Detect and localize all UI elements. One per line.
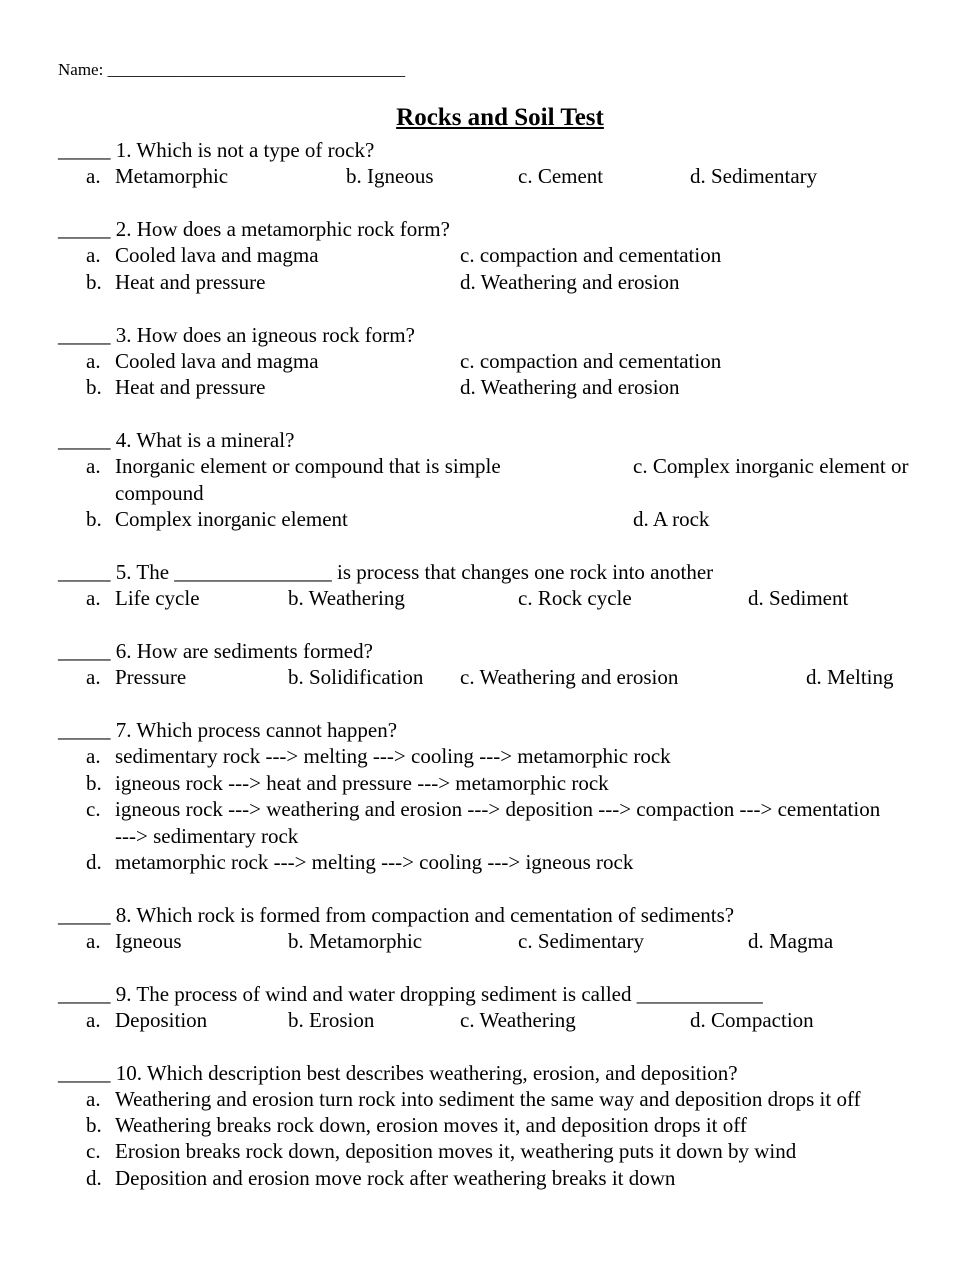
option-text: Heat and pressure: [115, 270, 266, 294]
option-text: c. Complex inorganic element or: [633, 454, 909, 478]
option-text: d. Weathering and erosion: [460, 270, 680, 294]
question-1: _____ 1. Which is not a type of rock?: [58, 138, 375, 162]
option-letter: a.: [86, 349, 101, 373]
option-text: igneous rock ---> weathering and erosion ---> deposition ---> compaction ---> cementation: [115, 797, 881, 821]
option-text: b. Metamorphic: [288, 929, 423, 953]
question-10: _____ 10. Which description best describes weathering, erosion, and deposition?: [58, 1061, 738, 1085]
option-text: c. Cement: [518, 164, 604, 188]
option-letter: a.: [86, 929, 101, 953]
option-text: Inorganic element or compound that is simple: [115, 454, 501, 478]
option-text: c. Rock cycle: [518, 586, 632, 610]
option-letter: b.: [86, 771, 102, 795]
option-text: Deposition: [115, 1008, 208, 1032]
option-text: sedimentary rock ---> melting ---> cooling ---> metamorphic rock: [115, 744, 671, 768]
option-letter: b.: [86, 270, 102, 294]
option-text: c. Sedimentary: [518, 929, 644, 953]
option-text: ---> sedimentary rock: [115, 824, 299, 848]
option-letter: a.: [86, 1087, 101, 1111]
option-text: Pressure: [115, 665, 187, 689]
question-5: _____ 5. The _______________ is process that changes one rock into another: [58, 560, 714, 584]
option-text: d. Sedimentary: [690, 164, 818, 188]
question-2: _____ 2. How does a metamorphic rock form?: [58, 217, 450, 241]
option-text: b. Weathering: [288, 586, 405, 610]
option-text: Erosion breaks rock down, deposition moves it, weathering puts it down by wind: [115, 1139, 797, 1163]
option-text: Cooled lava and magma: [115, 243, 319, 267]
option-letter: d.: [86, 1166, 102, 1190]
option-text: d. Melting: [806, 665, 894, 689]
page-title: Rocks and Soil Test: [396, 104, 604, 131]
option-text: d. Magma: [748, 929, 834, 953]
question-8: _____ 8. Which rock is formed from compaction and cementation of sediments?: [58, 903, 735, 927]
option-text: Life cycle: [115, 586, 200, 610]
question-9: _____ 9. The process of wind and water dropping sediment is called ____________: [58, 982, 763, 1006]
option-text: d. Weathering and erosion: [460, 375, 680, 399]
option-letter: c.: [86, 1139, 101, 1163]
option-text: c. compaction and cementation: [460, 349, 722, 373]
option-text: d. Sediment: [748, 586, 849, 610]
option-letter: a.: [86, 744, 101, 768]
option-text: Metamorphic: [115, 164, 229, 188]
option-text: c. compaction and cementation: [460, 243, 722, 267]
option-letter: b.: [86, 375, 102, 399]
option-text: Weathering breaks rock down, erosion moves it, and deposition drops it off: [115, 1113, 747, 1137]
option-text: d. A rock: [633, 507, 710, 531]
option-text: Heat and pressure: [115, 375, 266, 399]
option-text: metamorphic rock ---> melting ---> cooling ---> igneous rock: [115, 850, 634, 874]
option-letter: a.: [86, 586, 101, 610]
option-letter: b.: [86, 1113, 102, 1137]
option-text: c. Weathering and erosion: [460, 665, 679, 689]
question-4: _____ 4. What is a mineral?: [58, 428, 295, 452]
option-text: Igneous: [115, 929, 182, 953]
option-text: b. Erosion: [288, 1008, 375, 1032]
option-text: compound: [115, 481, 204, 505]
option-letter: a.: [86, 243, 101, 267]
option-text: b. Solidification: [288, 665, 424, 689]
option-text: b. Igneous: [346, 164, 434, 188]
option-letter: c.: [86, 797, 101, 821]
option-text: Complex inorganic element: [115, 507, 348, 531]
question-7: _____ 7. Which process cannot happen?: [58, 718, 398, 742]
option-text: Weathering and erosion turn rock into sediment the same way and deposition drops it off: [115, 1087, 861, 1111]
question-6: _____ 6. How are sediments formed?: [58, 639, 373, 663]
option-text: d. Compaction: [690, 1008, 814, 1032]
option-text: igneous rock ---> heat and pressure ---> metamorphic rock: [115, 771, 609, 795]
question-3: _____ 3. How does an igneous rock form?: [58, 323, 415, 347]
option-text: c. Weathering: [460, 1008, 576, 1032]
option-letter: a.: [86, 164, 101, 188]
option-text: Cooled lava and magma: [115, 349, 319, 373]
option-letter: a.: [86, 665, 101, 689]
option-text: Deposition and erosion move rock after weathering breaks it down: [115, 1166, 676, 1190]
name-field-label: Name: ___________________________________: [58, 60, 406, 79]
option-letter: a.: [86, 1008, 101, 1032]
option-letter: b.: [86, 507, 102, 531]
option-letter: a.: [86, 454, 101, 478]
option-letter: d.: [86, 850, 102, 874]
